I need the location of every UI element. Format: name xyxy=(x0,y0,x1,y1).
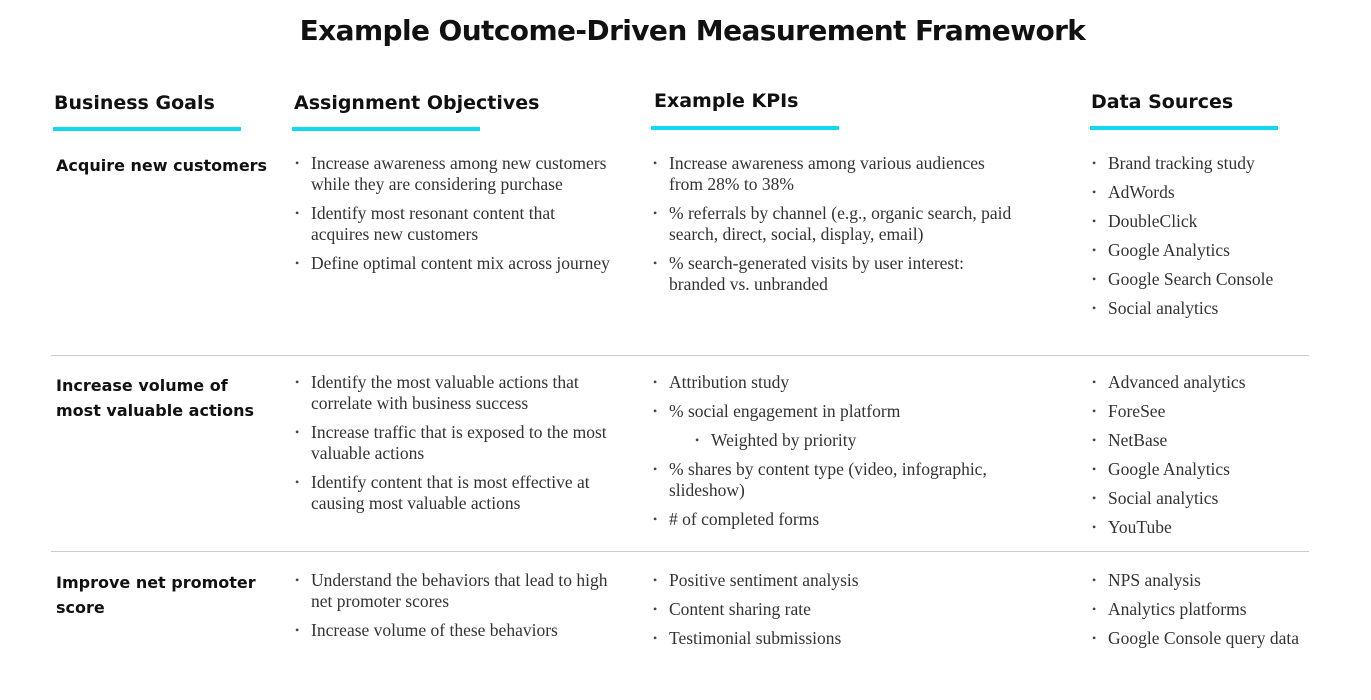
list-item: • Google Analytics xyxy=(1092,240,1367,261)
list-item: • Define optimal content mix across journey xyxy=(295,253,615,274)
list-item: • Google Console query data xyxy=(1092,628,1367,649)
list-item: • Positive sentiment analysis xyxy=(653,570,1023,591)
objectives-list xyxy=(295,153,615,282)
row-divider xyxy=(51,355,1309,356)
list-item: • Social analytics xyxy=(1092,298,1367,319)
list-item: • Google Analytics xyxy=(1092,459,1367,480)
list-item: • NPS analysis xyxy=(1092,570,1367,591)
list-item: • Advanced analytics xyxy=(1092,372,1367,393)
page-title: Example Outcome-Driven Measurement Framework xyxy=(299,14,1086,47)
header-underline-kpis xyxy=(651,126,839,130)
header-underline-goals xyxy=(53,127,241,131)
list-item: • % referrals by channel (e.g., organic search, paid search, direct, social, display, email) xyxy=(653,203,1023,245)
list-item: • # of completed forms xyxy=(653,509,1023,530)
kpis-list xyxy=(653,570,1023,657)
list-item: • % search-generated visits by user interest: branded vs. unbranded xyxy=(653,253,1023,295)
sources-list xyxy=(1092,570,1367,657)
header-business-goals: Business Goals xyxy=(54,92,215,114)
list-item: • Understand the behaviors that lead to high net promoter scores xyxy=(295,570,615,612)
goal-increase-valuable-actions xyxy=(56,373,276,423)
list-item: • Brand tracking study xyxy=(1092,153,1367,174)
list-item: • Analytics platforms xyxy=(1092,599,1367,620)
kpis-list xyxy=(653,372,1023,538)
list-item: • Google Search Console xyxy=(1092,269,1367,290)
sources-list xyxy=(1092,372,1367,546)
goal-label: Acquire new customers xyxy=(56,156,268,175)
list-item: • Attribution study xyxy=(653,372,1023,393)
list-item: • YouTube xyxy=(1092,517,1367,538)
kpis-list xyxy=(653,153,1023,303)
list-item: • AdWords xyxy=(1092,182,1367,203)
header-example-kpis: Example KPIs xyxy=(654,90,799,112)
goal-improve-nps xyxy=(56,570,276,620)
list-item: • Identify most resonant content that acquires new customers xyxy=(295,203,615,245)
list-item: • DoubleClick xyxy=(1092,211,1367,232)
list-item: • Increase volume of these behaviors xyxy=(295,620,615,641)
header-underline-sources xyxy=(1090,126,1278,130)
list-item: • Increase awareness among new customers while they are considering purchase xyxy=(295,153,615,195)
list-item: • Identify content that is most effective at causing most valuable actions xyxy=(295,472,615,514)
row-divider xyxy=(51,551,1309,552)
list-item: • Identify the most valuable actions that correlate with business success xyxy=(295,372,615,414)
list-item: • Social analytics xyxy=(1092,488,1367,509)
list-item: • % shares by content type (video, infographic, slideshow) xyxy=(653,459,1023,501)
goal-label: Improve net promoter score xyxy=(56,573,256,617)
list-item: • NetBase xyxy=(1092,430,1367,451)
header-underline-objectives xyxy=(292,127,480,131)
goal-label: Increase volume of most valuable actions xyxy=(56,376,254,420)
list-item: • ForeSee xyxy=(1092,401,1367,422)
header-assignment-objectives: Assignment Objectives xyxy=(294,92,540,114)
list-item: • Content sharing rate xyxy=(653,599,1023,620)
sources-list xyxy=(1092,153,1367,327)
sub-list-item: • Weighted by priority xyxy=(695,430,1023,451)
objectives-list xyxy=(295,372,615,522)
header-data-sources: Data Sources xyxy=(1091,91,1234,113)
goal-acquire-customers xyxy=(56,153,276,178)
objectives-list xyxy=(295,570,615,649)
list-item: • Increase traffic that is exposed to the most valuable actions xyxy=(295,422,615,464)
list-item: • Testimonial submissions xyxy=(653,628,1023,649)
list-item: • % social engagement in platform xyxy=(653,401,1023,422)
list-item: • Increase awareness among various audiences from 28% to 38% xyxy=(653,153,1023,195)
